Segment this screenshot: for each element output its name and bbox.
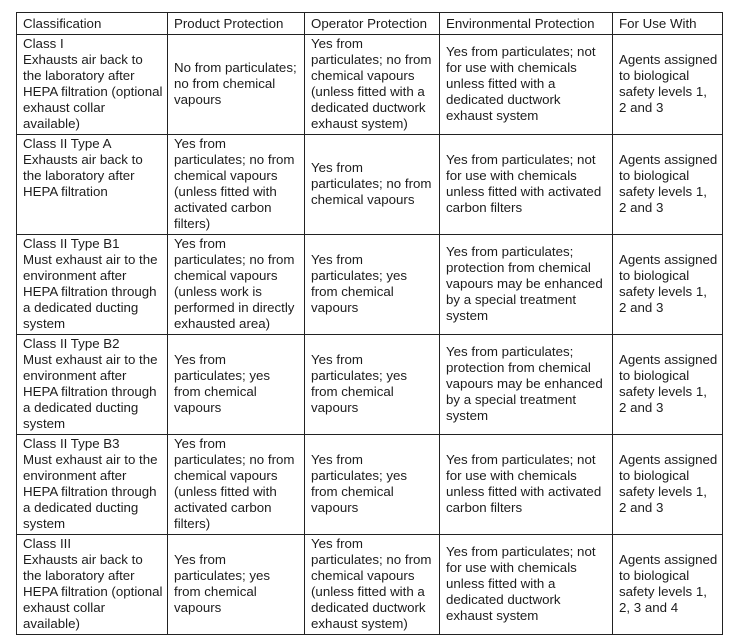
class-description: Must exhaust air to the environment after HEPA filtration through a dedicated ducting system bbox=[23, 352, 158, 431]
header-row bbox=[17, 13, 723, 35]
class-description: Exhausts air back to the laboratory after HEPA filtration (optional exhaust collar available) bbox=[23, 552, 163, 631]
cell-classification bbox=[17, 435, 168, 535]
cell-operator-protection: Yes from particulates; yes from chemical vapours bbox=[305, 335, 440, 435]
cell-for-use-with: Agents assigned to biological safety levels 1, 2 and 3 bbox=[613, 35, 723, 135]
cell-operator-protection: Yes from particulates; no from chemical vapours bbox=[305, 135, 440, 235]
cell-environmental-protection: Yes from particulates; protection from chemical vapours may be enhanced by a special treatment system bbox=[440, 335, 613, 435]
cell-operator-protection: Yes from particulates; yes from chemical vapours bbox=[305, 235, 440, 335]
class-title: Class II Type B2 bbox=[23, 336, 120, 351]
class-title: Class II Type B1 bbox=[23, 236, 120, 251]
cell-classification bbox=[17, 535, 168, 635]
column-header-operator-protection: Operator Protection bbox=[305, 13, 440, 35]
cell-environmental-protection: Yes from particulates; protection from chemical vapours may be enhanced by a special treatment system bbox=[440, 235, 613, 335]
table-row-class-iii bbox=[17, 535, 723, 635]
cell-for-use-with: Agents assigned to biological safety levels 1, 2 and 3 bbox=[613, 235, 723, 335]
cell-environmental-protection: Yes from particulates; not for use with chemicals unless fitted with activated carbon filters bbox=[440, 435, 613, 535]
cell-environmental-protection: Yes from particulates; not for use with chemicals unless fitted with a dedicated ductwork exhaust system bbox=[440, 535, 613, 635]
column-header-classification: Classification bbox=[17, 13, 168, 35]
column-header-product-protection: Product Protection bbox=[168, 13, 305, 35]
cell-classification bbox=[17, 135, 168, 235]
cell-product-protection: Yes from particulates; no from chemical vapours (unless fitted with activated carbon filters) bbox=[168, 435, 305, 535]
cell-product-protection: No from particulates; no from chemical vapours bbox=[168, 35, 305, 135]
column-header-for-use-with: For Use With bbox=[613, 13, 723, 35]
cell-product-protection: Yes from particulates; no from chemical vapours (unless fitted with activated carbon filters) bbox=[168, 135, 305, 235]
cell-classification bbox=[17, 235, 168, 335]
class-title: Class III bbox=[23, 536, 72, 551]
class-description: Exhausts air back to the laboratory after HEPA filtration (optional exhaust collar available) bbox=[23, 52, 163, 131]
cell-environmental-protection: Yes from particulates; not for use with chemicals unless fitted with a dedicated ductwork exhaust system bbox=[440, 35, 613, 135]
class-description: Must exhaust air to the environment after HEPA filtration through a dedicated ducting system bbox=[23, 452, 158, 531]
cell-for-use-with: Agents assigned to biological safety levels 1, 2 and 3 bbox=[613, 435, 723, 535]
cell-for-use-with: Agents assigned to biological safety levels 1, 2, 3 and 4 bbox=[613, 535, 723, 635]
cell-classification bbox=[17, 335, 168, 435]
table-row-class-ii-a bbox=[17, 135, 723, 235]
cell-product-protection: Yes from particulates; yes from chemical vapours bbox=[168, 535, 305, 635]
cell-operator-protection: Yes from particulates; no from chemical vapours (unless fitted with a dedicated ductwork exhaust system) bbox=[305, 35, 440, 135]
cell-environmental-protection: Yes from particulates; not for use with chemicals unless fitted with activated carbon filters bbox=[440, 135, 613, 235]
column-header-environmental-protection: Environmental Protection bbox=[440, 13, 613, 35]
table-row-class-ii-b2 bbox=[17, 335, 723, 435]
cell-product-protection: Yes from particulates; yes from chemical vapours bbox=[168, 335, 305, 435]
table-row-class-ii-b1 bbox=[17, 235, 723, 335]
cell-operator-protection: Yes from particulates; yes from chemical vapours bbox=[305, 435, 440, 535]
table-row-class-ii-b3 bbox=[17, 435, 723, 535]
cell-product-protection: Yes from particulates; no from chemical vapours (unless work is performed in directly exhausted area) bbox=[168, 235, 305, 335]
bsc-classification-table bbox=[16, 12, 723, 635]
cell-for-use-with: Agents assigned to biological safety levels 1, 2 and 3 bbox=[613, 335, 723, 435]
cell-operator-protection: Yes from particulates; no from chemical vapours (unless fitted with a dedicated ductwork exhaust system) bbox=[305, 535, 440, 635]
table-row-class-i bbox=[17, 35, 723, 135]
class-title: Class II Type A bbox=[23, 136, 112, 151]
class-description: Must exhaust air to the environment after HEPA filtration through a dedicated ducting system bbox=[23, 252, 158, 331]
class-description: Exhausts air back to the laboratory after HEPA filtration bbox=[23, 152, 143, 199]
cell-for-use-with: Agents assigned to biological safety levels 1, 2 and 3 bbox=[613, 135, 723, 235]
cell-classification bbox=[17, 35, 168, 135]
class-title: Class II Type B3 bbox=[23, 436, 120, 451]
class-title: Class I bbox=[23, 36, 64, 51]
